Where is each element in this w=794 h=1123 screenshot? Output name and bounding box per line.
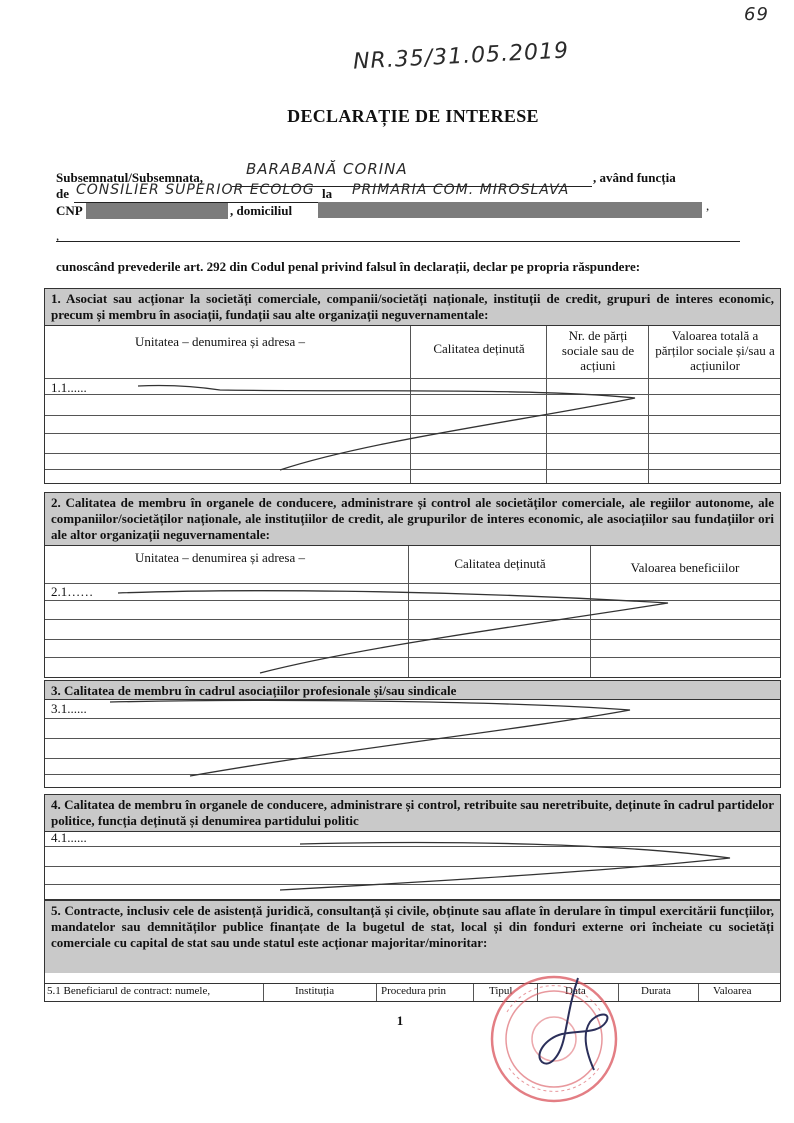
function-label: , având funcția <box>593 170 676 185</box>
s1-col-quality: Calitatea deținută <box>433 341 525 356</box>
s2-col-unit: Unitatea – denumirea și adresa – <box>134 550 305 565</box>
s1-row-label: 1.1...... <box>51 380 87 395</box>
section-1-table <box>45 326 780 483</box>
s2-row-label: 2.1…… <box>51 584 94 599</box>
address-underline <box>56 241 740 242</box>
section-4 <box>44 794 781 900</box>
section-1 <box>44 288 781 484</box>
section-5-column-headers <box>44 983 781 1002</box>
section-2 <box>44 492 781 678</box>
section-5-heading: 5. Contracte, inclusiv cele de asistență juridică, consultanță și civile, obținute sau aflate în derulare în timpul exercitării funcțiilor, mandatelor sau demnităților publice finanțate de la bugetul de stat, local și din fonduri externe ori încheiate cu societăți comerciale cu capital de stat sau unde statul este acționar majoritar/minoritar: <box>45 901 780 973</box>
declarant-label: Subsemnatul/Subsemnata, <box>56 170 204 185</box>
function-value: CONSILIER SUPERIOR ECOLOG <box>76 182 315 198</box>
section-3-table <box>45 700 780 787</box>
section-3 <box>44 680 781 788</box>
section-2-heading: 2. Calitatea de membru în organele de conducere, administrare și control ale societăților comerciale, ale regiilor autonome, ale companiilor/societăților naționale, ale instituțiilor de credit, ale grupurilor de interes economic, ale asociațiilor sau fundațiilor ori ale altor organizații neguvernamentale: <box>45 493 780 546</box>
de-label: de <box>56 186 69 201</box>
s5-col-procedure: Procedura prin <box>381 985 447 997</box>
s5-col-date: Data <box>565 985 586 997</box>
s3-row-label: 3.1...... <box>51 701 87 716</box>
declarant-name: BARABANĂ CORINA <box>246 160 408 178</box>
page-number: 1 <box>396 1013 404 1028</box>
section-2-table <box>45 546 780 677</box>
comma-mark-2: , <box>56 228 60 243</box>
s4-row-label: 4.1...... <box>51 830 87 845</box>
section-4-table <box>45 832 780 899</box>
official-stamp <box>487 972 621 1106</box>
s5-col-beneficiary: 5.1 Beneficiarul de contract: numele, <box>47 985 211 997</box>
s5-col-value: Valoarea <box>713 985 752 997</box>
s5-col-duration: Durata <box>641 985 671 997</box>
document-title: DECLARAȚIE DE INTERESE <box>287 106 539 126</box>
comma-mark: , <box>706 198 710 213</box>
page-corner-number: 69 <box>744 4 769 25</box>
section-4-heading: 4. Calitatea de membru în organele de conducere, administrare și control, retribuite sau neretribuite, deținute în cadrul partidelor politice, funcția deținută și denumirea partidului politic <box>45 795 780 832</box>
section-1-heading: 1. Asociat sau acționar la societăți comerciale, companii/societăți naționale, instituții de credit, grupuri de interes economic, precum și membru în asociații, fundații sau alte organizații neguvernamentale: <box>45 289 780 326</box>
s5-col-institution: Instituția <box>295 985 335 997</box>
cnp-redaction <box>86 203 228 219</box>
section-3-heading: 3. Calitatea de membru în cadrul asociațiilor profesionale și/sau sindicale <box>45 681 780 700</box>
domicile-label: , domiciliul <box>230 203 293 218</box>
s5-col-type: Tipul <box>489 985 513 997</box>
legal-statement: cunoscând prevederile art. 292 din Codul penal privind falsul în declarații, declar pe propria răspundere: <box>56 259 641 274</box>
s1-col-unit: Unitatea – denumirea și adresa – <box>134 334 305 349</box>
s2-col-quality: Calitatea deținută <box>454 556 546 571</box>
institution-value: PRIMARIA COM. MIROSLAVA <box>352 182 570 198</box>
registration-number: NR.35/31.05.2019 <box>352 38 570 75</box>
la-label: la <box>322 186 333 201</box>
domicile-redaction <box>318 202 702 218</box>
s1-col-shares: Nr. de părți sociale sau de acțiuni <box>561 328 635 373</box>
cnp-label: CNP <box>56 203 83 218</box>
section-5 <box>44 900 781 983</box>
s2-col-benefits: Valoarea beneficiilor <box>630 560 740 575</box>
s1-col-value: Valoarea totală a părților sociale și/sau a acțiunilor <box>655 328 775 373</box>
